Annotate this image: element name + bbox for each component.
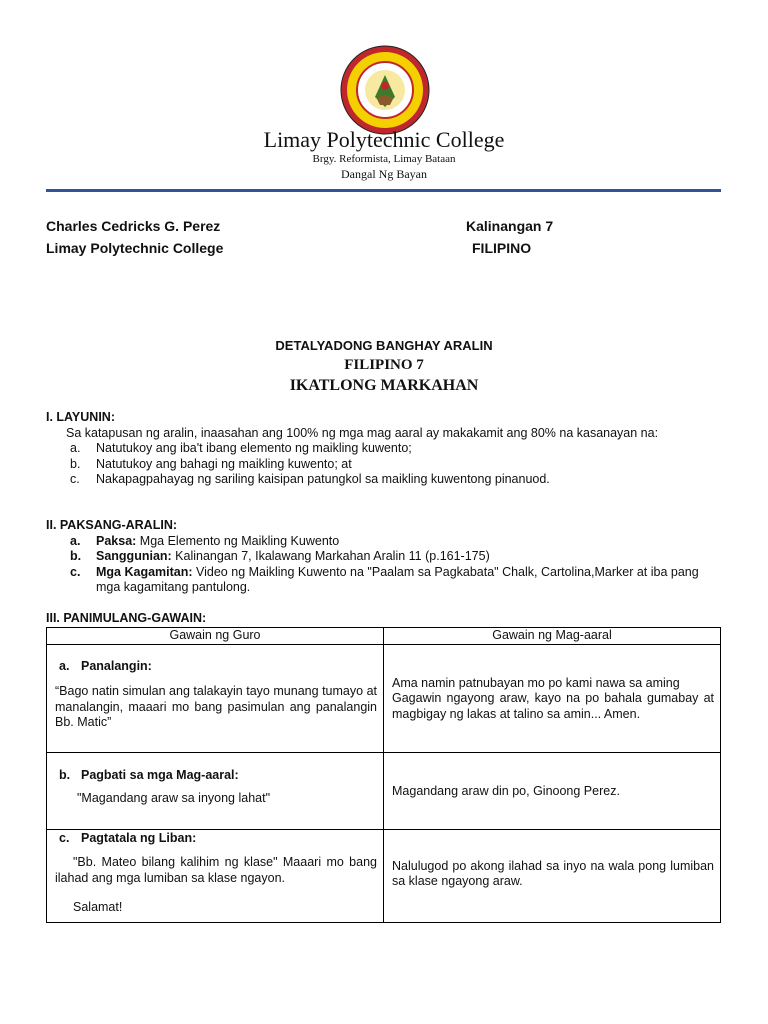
objectives-list [46,441,721,488]
item-value: Kalinangan 7, Ikalawang Markahan Aralin 11 (p.161-175) [171,549,490,563]
activity-marker: b. [59,767,71,782]
college-motto: Dangal Ng Bayan [341,167,427,181]
student-text: Magandang araw din po, Ginoong Perez. [392,783,620,798]
document-title: DETALYADONG BANGHAY ARALIN [275,338,493,353]
section-intro: Sa katapusan ng aralin, inaasahan ang 100% ng mga mag aaral ay makakamit ang 80% na kasanayan na: [66,425,659,440]
activity-title [55,659,377,675]
subject-name: FILIPINO [472,240,532,256]
list-marker: c. [70,472,80,486]
document-subject: FILIPINO 7 [344,357,424,373]
activity-title-text: Pagbati sa mga Mag-aaral: [81,767,239,782]
activity-marker: a. [59,658,70,673]
list-text [96,565,721,596]
section-heading: I. LAYUNIN: [46,410,115,424]
book-title: Kalinangan 7 [466,218,554,234]
section-layunin [46,410,721,488]
section-paksa [46,518,721,596]
list-text [96,534,721,550]
author-name: Charles Cedricks G. Perez [46,218,221,234]
section-panimula [46,611,721,627]
list-item [46,549,721,565]
list-marker: b. [70,456,81,471]
item-label: Sanggunian: [96,549,172,563]
table-row [47,752,721,829]
college-address: Brgy. Reformista, Limay Bataan [312,153,456,165]
column-header-teacher: Gawain ng Guro [47,628,384,645]
item-value: Video ng Maikling Kuwento na "Paalam sa Pagkabata" Chalk, Cartolina,Marker at iba pang mga kagamitang pantulong. [96,564,699,594]
teacher-text: Salamat! [73,900,123,914]
activity-title-text: Panalangin: [81,658,152,673]
school-name: Limay Polytechnic College [46,240,224,256]
student-text: Ama namin patnubayan mo po kami nawa sa aming [392,675,680,690]
teacher-text: "Bb. Mateo bilang kalihim ng klase" Maaari mo bang ilahad ang mga lumiban sa klase ngayon. [55,855,377,885]
activity-title [55,831,377,847]
teacher-text: “Bago natin simulan ang talakayin tayo munang tumayo at manalangin, maaari mo bang pasimulan ang panalangin Bb. Matic” [55,684,377,729]
activity-title [55,768,377,784]
student-text: Gagawin ngayong araw, kayo na po bahala gumabay at magbigay ng lakas at talino sa amin... Amen. [392,691,714,721]
activity-title-text: Pagtatala ng Liban: [81,830,197,845]
item-label: Paksa: [96,533,137,548]
student-cell [384,752,721,829]
list-marker: c. [70,564,81,579]
list-item [46,472,721,488]
list-text: Nakapagpahayag ng sariling kaisipan patungkol sa maikling kuwentong pinanuod. [96,472,550,486]
list-text: Natutukoy ang bahagi ng maikling kuwento; at [96,456,352,471]
college-name: Limay Polytechnic College [263,127,505,152]
item-label: Mga Kagamitan: [96,564,193,579]
activity-marker: c. [59,830,70,845]
teacher-text: "Magandang araw sa inyong lahat" [77,791,271,805]
teacher-cell [47,752,384,829]
list-item [46,457,721,473]
activities-table [46,627,721,923]
header-divider [46,189,721,192]
student-cell [384,829,721,922]
table-row [47,644,721,752]
list-item [46,441,721,457]
item-value: Mga Elemento ng Maikling Kuwento [136,533,340,548]
section-heading: III. PANIMULANG-GAWAIN: [46,611,207,625]
list-marker: b. [70,549,82,563]
list-text: Natutukoy ang iba't ibang elemento ng maikling kuwento; [96,441,412,455]
list-item [46,565,721,596]
section-heading: II. PAKSANG-ARALIN: [46,518,178,532]
teacher-cell [47,829,384,922]
list-item [46,534,721,550]
table-row [47,829,721,922]
student-text: Nalulugod po akong ilahad sa inyo na wala pong lumiban sa klase ngayong araw. [392,858,714,888]
table-header-row [47,628,721,645]
college-seal-logo [340,45,430,135]
list-marker: a. [70,533,81,548]
topic-list [46,534,721,596]
list-marker: a. [70,441,81,455]
student-cell [384,644,721,752]
document-quarter: IKATLONG MARKAHAN [289,377,479,394]
column-header-student: Gawain ng Mag-aaral [384,628,721,645]
list-text [96,549,721,565]
teacher-cell [47,644,384,752]
